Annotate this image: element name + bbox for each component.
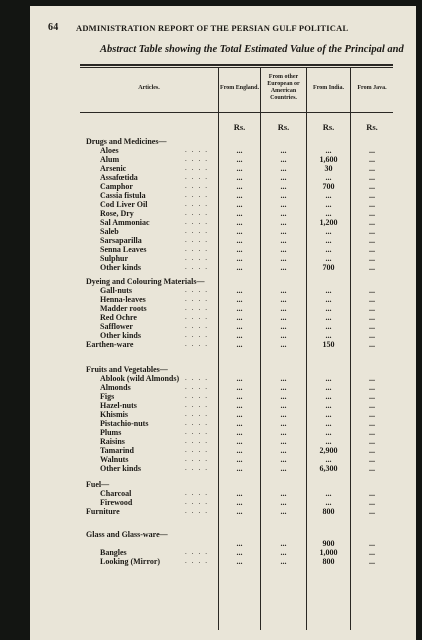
cell-value: 150 (322, 340, 335, 349)
row-label: Madder roots (100, 304, 147, 313)
cell-value: ... (280, 455, 287, 464)
cell-value: ... (325, 322, 332, 331)
leader-dots: .... (185, 392, 212, 400)
row-label: Furniture (86, 507, 120, 516)
table-row (80, 236, 393, 245)
row-label: Aloes (100, 146, 119, 155)
table-row (80, 173, 393, 182)
leader-dots: .... (185, 455, 212, 463)
cell-value: ... (369, 401, 375, 410)
cell-value: ... (236, 155, 243, 164)
cell-value: ... (369, 455, 375, 464)
cell-value: ... (369, 236, 375, 245)
cell-value: ... (236, 295, 243, 304)
cell-value: ... (280, 295, 287, 304)
row-label: Alum (100, 155, 120, 164)
cell-value: ... (280, 236, 287, 245)
leader-dots: .... (185, 236, 212, 244)
leader-dots: .... (185, 322, 212, 330)
row-label: Hazel-nuts (100, 401, 137, 410)
leader-dots: .... (185, 374, 212, 382)
table-row (80, 182, 393, 191)
cell-value: ... (369, 340, 375, 349)
cell-value: ... (280, 539, 287, 548)
leader-dots: .... (185, 548, 212, 556)
cell-value: ... (236, 489, 243, 498)
cell-value: ... (280, 446, 287, 455)
cell-value: ... (236, 263, 243, 272)
cell-value: ... (280, 286, 287, 295)
table-row (80, 245, 393, 254)
leader-dots: .... (185, 437, 212, 445)
row-label: Safflower (100, 322, 133, 331)
cell-value: ... (236, 428, 243, 437)
cell-value: ... (236, 383, 243, 392)
cell-value: ... (369, 182, 375, 191)
cell-value: ... (369, 548, 375, 557)
page-number: 64 (48, 22, 59, 33)
cell-value: ... (236, 446, 243, 455)
table-row (80, 295, 393, 304)
row-label: Almonds (100, 383, 131, 392)
cell-value: ... (325, 489, 332, 498)
cell-value: ... (280, 155, 287, 164)
cell-value: ... (236, 498, 243, 507)
cell-value: ... (280, 557, 287, 566)
cell-value: ... (369, 146, 375, 155)
row-label: Assafœtida (100, 173, 138, 182)
table-row (80, 498, 393, 507)
row-label: Earthen-ware (86, 340, 134, 349)
row-label: Camphor (100, 182, 133, 191)
cell-value: ... (325, 304, 332, 313)
table-row (80, 155, 393, 164)
cell-value: ... (280, 200, 287, 209)
cell-value: ... (369, 313, 375, 322)
row-label: Arsenic (100, 164, 127, 173)
cell-value: ... (280, 548, 287, 557)
cell-value: 700 (322, 182, 335, 191)
cell-value: ... (280, 254, 287, 263)
cell-value: ... (236, 286, 243, 295)
leader-dots: .... (185, 557, 212, 565)
col-header-india: From India. (313, 84, 344, 91)
leader-dots: .... (185, 191, 212, 199)
cell-value: ... (280, 331, 287, 340)
leader-dots: .... (185, 182, 212, 190)
cell-value: ... (236, 419, 243, 428)
leader-dots: .... (185, 155, 212, 163)
cell-value: ... (280, 419, 287, 428)
cell-value: ... (369, 164, 375, 173)
cell-value: ... (369, 209, 375, 218)
cell-value: ... (325, 286, 332, 295)
row-label: Henna-leaves (100, 295, 146, 304)
table-row (80, 286, 393, 295)
cell-value: ... (236, 331, 243, 340)
cell-value: ... (280, 437, 287, 446)
cell-value: ... (280, 507, 287, 516)
table-subtitle: Abstract Table showing the Total Estimated Value of the Principal and (100, 44, 404, 55)
cell-value: ... (280, 173, 287, 182)
table-row (80, 410, 393, 419)
cell-value: 1,600 (319, 155, 338, 164)
leader-dots: .... (185, 419, 212, 427)
row-label: Red Ochre (100, 313, 137, 322)
unit-label: Rs. (277, 122, 290, 132)
table-row (80, 437, 393, 446)
cell-value: ... (236, 173, 243, 182)
section-heading: Glass and Glass-ware— (86, 530, 168, 539)
cell-value: ... (280, 245, 287, 254)
cell-value: ... (236, 236, 243, 245)
table-row (80, 489, 393, 498)
cell-value: ... (236, 200, 243, 209)
cell-value: 700 (322, 263, 335, 272)
col-header-england: From England. (220, 84, 259, 91)
cell-value: ... (369, 200, 375, 209)
unit-label: Rs. (366, 122, 378, 132)
cell-value: ... (369, 322, 375, 331)
cell-value: ... (236, 557, 243, 566)
cell-value: ... (325, 313, 332, 322)
row-label: Sulphur (100, 254, 129, 263)
cell-value: ... (236, 322, 243, 331)
cell-value: ... (325, 410, 332, 419)
cell-value: ... (369, 254, 375, 263)
table-row (80, 209, 393, 218)
row-label: Figs (100, 392, 115, 401)
cell-value: ... (236, 340, 243, 349)
leader-dots: .... (185, 383, 212, 391)
table-row (80, 401, 393, 410)
cell-value: ... (280, 209, 287, 218)
unit-label: Rs. (322, 122, 335, 132)
leader-dots: .... (185, 286, 212, 294)
cell-value: ... (325, 383, 332, 392)
row-label: Rose, Dry (100, 209, 134, 218)
unit-label: Rs. (233, 122, 246, 132)
cell-value: ... (280, 322, 287, 331)
row-label: Saleb (100, 227, 119, 236)
cell-value: ... (280, 428, 287, 437)
col-header-articles: Articles. (138, 84, 160, 91)
cell-value: ... (325, 173, 332, 182)
cell-value: ... (325, 437, 332, 446)
row-label: Sarsaparilla (100, 236, 142, 245)
cell-value: 1,000 (319, 548, 338, 557)
cell-value: ... (325, 392, 332, 401)
row-label: Gall-nuts (100, 286, 133, 295)
cell-value: ... (325, 455, 332, 464)
header-bottom-rule (80, 112, 393, 113)
row-label: Firewood (100, 498, 133, 507)
cell-value: ... (280, 182, 287, 191)
cell-value: ... (369, 218, 375, 227)
cell-value: 800 (322, 507, 335, 516)
leader-dots: .... (185, 173, 212, 181)
cell-value: ... (369, 383, 375, 392)
cell-value: ... (280, 263, 287, 272)
row-label: Other kinds (100, 464, 141, 473)
running-head-text: ADMINISTRATION REPORT OF THE PERSIAN GULF POLITICAL (76, 23, 349, 33)
col-header-java: From Java. (357, 84, 387, 91)
row-label: Sal Ammoniac (100, 218, 150, 227)
leader-dots: .... (185, 263, 212, 271)
cell-value: ... (280, 498, 287, 507)
cell-value: ... (236, 401, 243, 410)
cell-value: ... (236, 464, 243, 473)
cell-value: ... (369, 374, 375, 383)
table-row (80, 200, 393, 209)
table-row-total (80, 507, 393, 516)
leader-dots: .... (185, 218, 212, 226)
cell-value: ... (236, 245, 243, 254)
cell-value: ... (325, 331, 332, 340)
cell-value: ... (280, 227, 287, 236)
section-heading: Fruits and Vegetables— (86, 365, 168, 374)
leader-dots: .... (185, 410, 212, 418)
leader-dots: .... (185, 489, 212, 497)
cell-value: ... (325, 245, 332, 254)
cell-value: 1,200 (319, 218, 338, 227)
leader-dots: .... (185, 227, 212, 235)
cell-value: ... (236, 539, 243, 548)
table-row (80, 539, 393, 548)
leader-dots: .... (185, 254, 212, 262)
cell-value: ... (369, 428, 375, 437)
row-label: Khismis (100, 410, 129, 419)
cell-value: ... (236, 254, 243, 263)
cell-value: ... (236, 374, 243, 383)
cell-value: ... (369, 410, 375, 419)
col-header-other-countries: From other European or American Countries. (267, 74, 300, 101)
table-row (80, 446, 393, 455)
cell-value: ... (369, 263, 375, 272)
section-heading: Drugs and Medicines— (86, 137, 167, 146)
row-label: Other kinds (100, 331, 141, 340)
cell-value: ... (280, 383, 287, 392)
cell-value: ... (369, 286, 375, 295)
cell-value: ... (236, 548, 243, 557)
table-row (80, 254, 393, 263)
cell-value: ... (325, 374, 332, 383)
cell-value: ... (236, 313, 243, 322)
cell-value: ... (369, 489, 375, 498)
cell-value: ... (236, 392, 243, 401)
leader-dots: .... (185, 304, 212, 312)
row-label: Cassia fistula (100, 191, 146, 200)
table-row (80, 383, 393, 392)
row-label: Plums (100, 428, 122, 437)
cell-value: 800 (322, 557, 335, 566)
cell-value: ... (236, 209, 243, 218)
table-row-total (80, 340, 393, 349)
table-row (80, 374, 393, 383)
cell-value: ... (236, 410, 243, 419)
cell-value: ... (325, 200, 332, 209)
cell-value: ... (369, 245, 375, 254)
cell-value: ... (236, 455, 243, 464)
cell-value: ... (369, 295, 375, 304)
table-row (80, 191, 393, 200)
cell-value: ... (236, 164, 243, 173)
cell-value: ... (369, 557, 375, 566)
cell-value: ... (280, 146, 287, 155)
cell-value: 30 (324, 164, 333, 173)
leader-dots: .... (185, 200, 212, 208)
leader-dots: .... (185, 164, 212, 172)
table-row (80, 218, 393, 227)
table-row (80, 331, 393, 340)
row-label: Other kinds (100, 263, 141, 272)
table-row (80, 146, 393, 155)
row-label: Looking (Mirror) (100, 557, 161, 566)
cell-value: ... (236, 437, 243, 446)
leader-dots: .... (185, 340, 212, 348)
cell-value: ... (369, 446, 375, 455)
section-heading: Dyeing and Colouring Materials— (86, 277, 205, 286)
leader-dots: .... (185, 464, 212, 472)
cell-value: ... (236, 227, 243, 236)
leader-dots: .... (185, 498, 212, 506)
cell-value: ... (280, 218, 287, 227)
cell-value: ... (325, 428, 332, 437)
leader-dots: .... (185, 146, 212, 154)
cell-value: ... (369, 498, 375, 507)
cell-value: ... (236, 218, 243, 227)
cell-value: ... (236, 507, 243, 516)
row-label: Cod Liver Oil (100, 200, 148, 209)
table-row (80, 464, 393, 473)
row-label: Pistachio-nuts (100, 419, 149, 428)
table-row (80, 304, 393, 313)
table-row (80, 557, 393, 566)
row-label: Ablook (wild Almonds) (100, 374, 180, 383)
cell-value: ... (369, 173, 375, 182)
cell-value: ... (325, 419, 332, 428)
cell-value: ... (369, 539, 375, 548)
leader-dots: .... (185, 331, 212, 339)
row-label: Charcoal (100, 489, 132, 498)
table-row (80, 428, 393, 437)
cell-value: ... (325, 236, 332, 245)
table-row (80, 322, 393, 331)
leader-dots: .... (185, 209, 212, 217)
cell-value: ... (369, 419, 375, 428)
table-row (80, 392, 393, 401)
cell-value: ... (236, 304, 243, 313)
leader-dots: .... (185, 428, 212, 436)
cell-value: ... (280, 410, 287, 419)
row-label: Bangles (100, 548, 127, 557)
cell-value: ... (280, 401, 287, 410)
cell-value: 2,900 (319, 446, 338, 455)
table-row (80, 227, 393, 236)
leader-dots: .... (185, 313, 212, 321)
leader-dots: .... (185, 446, 212, 454)
leader-dots: .... (185, 507, 212, 515)
cell-value: ... (280, 164, 287, 173)
cell-value: ... (325, 191, 332, 200)
cell-value: ... (325, 295, 332, 304)
row-label: Walnuts (100, 455, 129, 464)
cell-value: ... (280, 392, 287, 401)
table-row (80, 313, 393, 322)
cell-value: ... (280, 489, 287, 498)
cell-value: ... (280, 191, 287, 200)
cell-value: ... (369, 392, 375, 401)
cell-value: ... (369, 437, 375, 446)
table-row (80, 455, 393, 464)
table-row (80, 263, 393, 272)
cell-value: ... (369, 331, 375, 340)
leader-dots: .... (185, 245, 212, 253)
cell-value: ... (325, 498, 332, 507)
cell-value: ... (236, 146, 243, 155)
leader-dots: .... (185, 295, 212, 303)
leader-dots: .... (185, 401, 212, 409)
cell-value: ... (325, 146, 332, 155)
table-row (80, 548, 393, 557)
cell-value: ... (280, 374, 287, 383)
table-row (80, 419, 393, 428)
cell-value: ... (236, 182, 243, 191)
cell-value: ... (369, 191, 375, 200)
cell-value: ... (369, 227, 375, 236)
abstract-table (80, 64, 393, 630)
cell-value: ... (369, 155, 375, 164)
cell-value: 900 (322, 539, 335, 548)
cell-value: ... (325, 227, 332, 236)
cell-value: ... (325, 254, 332, 263)
cell-value: ... (280, 464, 287, 473)
table-row (80, 164, 393, 173)
cell-value: ... (369, 464, 375, 473)
cell-value: ... (369, 304, 375, 313)
row-label: Tamarind (100, 446, 134, 455)
cell-value: ... (280, 304, 287, 313)
row-label: Senna Leaves (100, 245, 147, 254)
section-heading: Fuel— (86, 480, 110, 489)
cell-value: 6,300 (319, 464, 338, 473)
cell-value: ... (280, 340, 287, 349)
cell-value: ... (280, 313, 287, 322)
cell-value: ... (325, 209, 332, 218)
row-label: Raisins (100, 437, 125, 446)
cell-value: ... (236, 191, 243, 200)
cell-value: ... (325, 401, 332, 410)
cell-value: ... (369, 507, 375, 516)
